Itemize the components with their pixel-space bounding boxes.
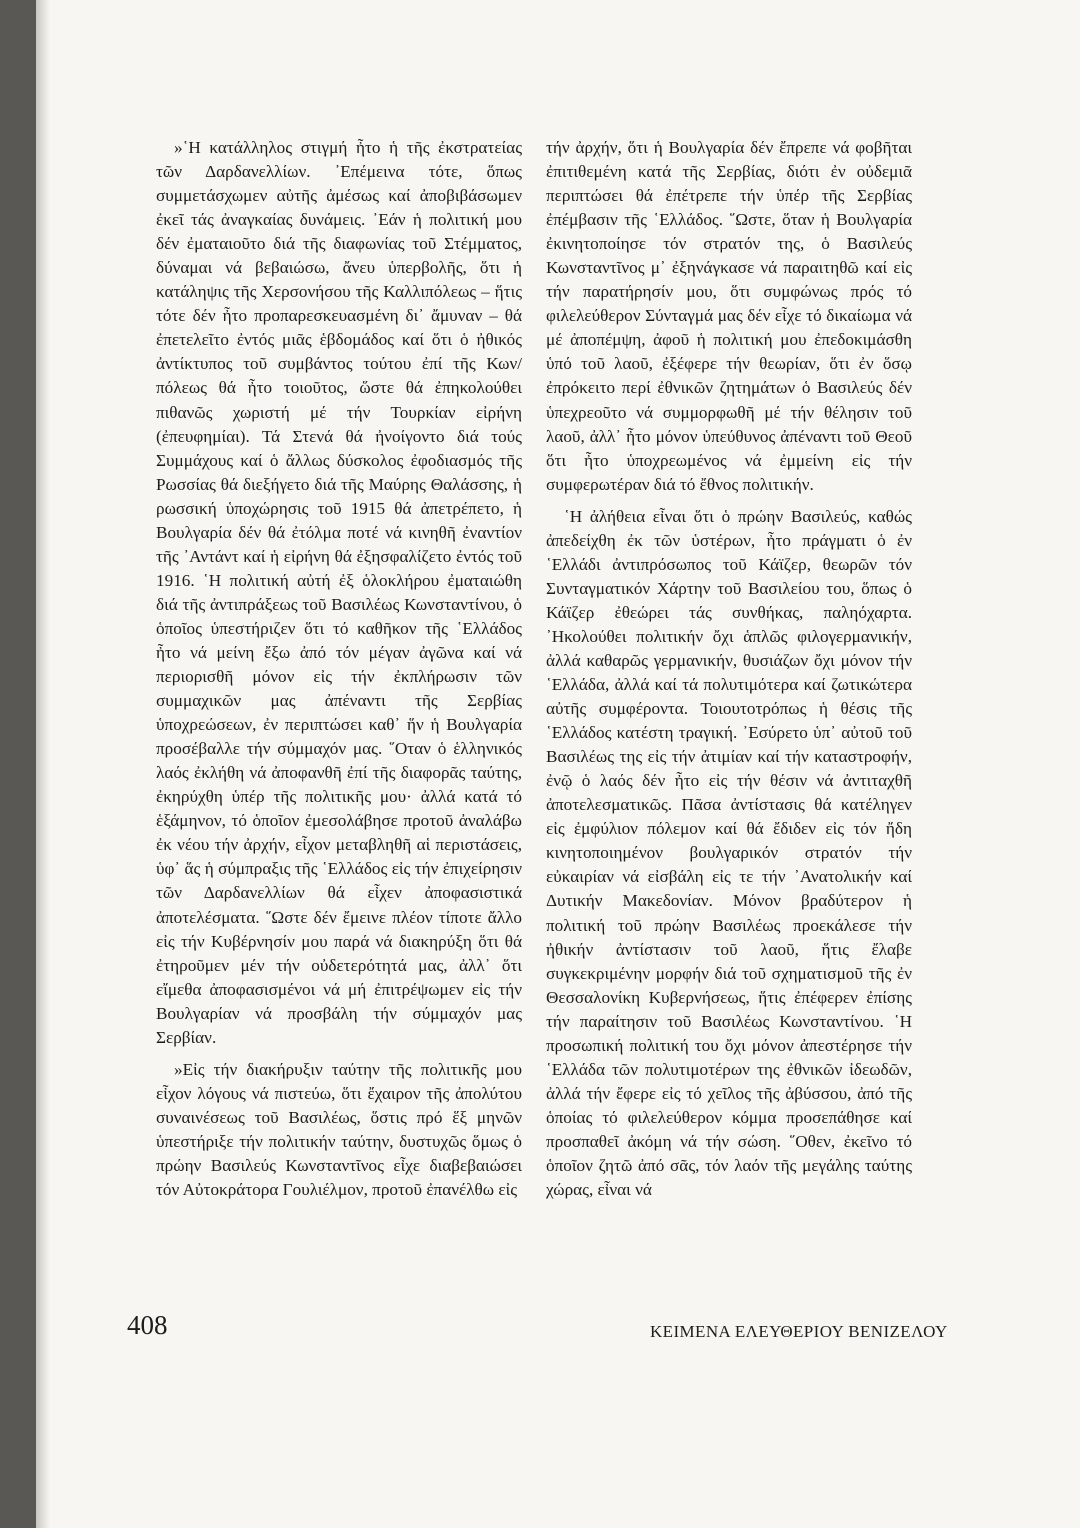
left-text-column bbox=[156, 136, 522, 1202]
right-paragraph-1: τήν ἀρχήν, ὅτι ἡ Βουλγαρία δέν ἔπρεπε νά φοβῆται ἐπιτιθεμένη κατά τῆς Σερβίας, διότι ἐν οὐδεμιᾶ περιπτώσει θά ἐπέτρεπε τήν ὑπέρ τῆς Σερβίας ἐπέμβασιν τῆς ῾Ελλάδος. ῞Ωστε, ὅταν ἡ Βουλγαρία ἐκινητοποίησε τόν στρατόν της, ὁ Βασιλεύς Κωνσταντῖνος μ᾿ ἐξηνάγκασε νά παραιτηθῶ καί εἰς τήν παρατήρησίν μου, ὅτι συμφώνως πρός τό φιλελεύθερον Σύνταγμά μας δέν εἶχε τό δικαίωμα νά μέ ἀποπέμψη, ἀφοῦ ἡ πολιτική μου ἐπεδοκιμάσθη ὑπό τοῦ λαοῦ, ἐξέφερε τήν θεωρίαν, ὅτι ἐν ὅσῳ ἐπρόκειτο περί ἐθνικῶν ζητημάτων ὁ Βασιλεύς δέν ὑπεχρεοῦτο νά συμμορφωθῆ μέ τήν θέλησιν τοῦ λαοῦ, ἀλλ᾿ ἦτο μόνον ὑπεύθυνος ἀπέναντι τοῦ Θεοῦ ὅτι ἦτο ὑποχρεωμένος νά ἐμμείνη εἰς τήν συμφερωτέραν διά τό ἔθνος πολιτικήν. bbox=[546, 138, 912, 494]
right-paragraph-2: ῾Η ἀλήθεια εἶναι ὅτι ὁ πρώην Βασιλεύς, καθώς ἀπεδείχθη ἐκ τῶν ὑστέρων, ἦτο πράγματι ὁ ἐν ῾Ελλάδι ἀντιπρόσωπος τοῦ Κάϊζερ, θεωρῶν τόν Συνταγματικόν Χάρτην τοῦ Βασιλείου του, ὅπως ὁ Κάϊζερ ἐθεώρει τάς συνθήκας, παληόχαρτα. ᾿Ηκολούθει πολιτικήν ὄχι ἁπλῶς φιλογερμανικήν, ἀλλά καθαρῶς γερμανικήν, θυσιάζων ὄχι μόνον τήν ῾Ελλάδα, ἀλλά καί τά πολυτιμότερα καί ζωτικώτερα αὐτῆς συμφέροντα. Τοιουτοτρόπως ἡ θέσις τῆς ῾Ελλάδος κατέστη τραγική. ᾿Εσύρετο ὑπ᾿ αὐτοῦ τοῦ Βασιλέως της εἰς τήν ἀτιμίαν καί τήν καταστροφήν, ἐνῷ ὁ λαός δέν ἦτο εἰς τήν θέσιν νά ἀντιταχθῆ ἀποτελεσματικῶς. Πᾶσα ἀντίστασις θά κατέληγεν εἰς ἐμφύλιον πόλεμον καί θά ἔδιδεν εἰς τόν ἤδη κινητοποιημένον βουλγαρικόν στρατόν τήν εὐκαιρίαν νά εἰσβάλη εἰς τε τήν ᾿Ανατολικήν καί Δυτικήν Μακεδονίαν. Μόνον βραδύτερον ἡ πολιτική τοῦ πρώην Βασιλέως προεκάλεσε τήν ἠθικήν ἀντίστασιν τοῦ λαοῦ, ἥτις ἔλαβε συγκεκριμένην μορφήν διά τοῦ σχηματισμοῦ τῆς ἐν Θεσσαλονίκη Κυβερνήσεως, ἥτις ἐπέφερεν ἐπίσης τήν παραίτησιν τοῦ Βασιλέως Κωνσταντίνου. ῾Η προσωπική πολιτική του ὄχι μόνον ἀπεστέρησε τήν ῾Ελλάδα τῶν πολυτιμοτέρων της ἐθνικῶν ἰδεωδῶν, ἀλλά τήν ἔφερε εἰς τό χεῖλος τῆς ἀβύσσου, ἀπό τῆς ὁποίας τό φιλελεύθερον κόμμα προσεπάθησε καί προσπαθεῖ ἀκόμη νά τήν σώση. ῞Οθεν, ἐκεῖνο τό ὁποῖον ζητῶ ἀπό σᾶς, τόν λαόν τῆς μεγάλης ταύτης χώρας, εἶναι νά bbox=[546, 506, 912, 1200]
left-paragraph-2: »Εἰς τήν διακήρυξιν ταύτην τῆς πολιτικῆς μου εἶχον λόγους νά πιστεύω, ὅτι ἔχαιρον τῆς ἀπολύτου συναινέσεως τοῦ Βασιλέως, ὅστις πρό ἕξ μηνῶν ὑπεστήριξε τήν πολιτικήν ταύτην, δυστυχῶς ὅμως ὁ πρώην Βασιλεύς Κωνσταντῖνος εἶχε διαβεβαιώσει τόν Αὐτοκράτορα Γουλιέλμον, προτοῦ ἐπανέλθω εἰς bbox=[156, 1059, 522, 1200]
left-paragraph-1: »῾Η κατάλληλος στιγμή ἦτο ἡ τῆς ἐκστρατείας τῶν Δαρδανελλίων. ᾿Επέμεινα τότε, ὅπως συμμετάσχωμεν αὐτῆς ἀμέσως καί ἀποβιβάσωμεν ἐκεῖ τάς ἀναγκαίας δυνάμεις. ᾿Εάν ἡ πολιτική μου δέν ἐματαιοῦτο διά τῆς διαφωνίας τοῦ Στέμματος, δύναμαι νά βεβαιώσω, ἄνευ ὑπερβολῆς, ὅτι ἡ κατάληψις τῆς Χερσονήσου τῆς Καλλιπόλεως – ἥτις τότε δέν ἦτο προπαρεσκευασμένη δι᾿ ἄμυναν – θά ἐπετελεῖτο ἐντός μιᾶς ἑβδομάδος καί ὅτι ὁ ἠθικός ἀντίκτυπος τοῦ συμβάντος τούτου ἐπί τῆς Κων/πόλεως θά ἦτο τοιοῦτος, ὥστε θά ἐπηκολούθει πιθανῶς χωριστή μέ τήν Τουρκίαν εἰρήνη (ἐπευφημίαι). Τά Στενά θά ἠνοίγοντο διά τούς Συμμάχους καί ὁ ἄλλως δύσκολος ἐφοδιασμός τῆς Ρωσσίας θά διεξήγετο διά τῆς Μαύρης Θαλάσσης, ἡ ρωσσική ὑποχώρησις τοῦ 1915 θά ἀπετρέπετο, ἡ Βουλγαρία δέν θά ἐτόλμα ποτέ νά κινηθῆ ἐναντίον τῆς ᾿Αντάντ καί ἡ εἰρήνη θά ἐξησφαλίζετο ἐντός τοῦ 1916. ῾Η πολιτική αὐτή ἐξ ὁλοκλήρου ἐματαιώθη διά τῆς ἀντιπράξεως τοῦ Βασιλέως Κωνσταντίνου, ὁ ὁποῖος ὑπεστήριζεν ὅτι τό καθῆκον τῆς ῾Ελλάδος ἦτο νά μείνη ἔξω ἀπό τόν μέγαν ἀγῶνα καί νά περιορισθῆ μόνον εἰς τήν ἐκπλήρωσιν τῶν συμμαχικῶν μας ἀπέναντι τῆς Σερβίας ὑποχρεώσεων, ἐν περιπτώσει καθ᾿ ἥν ἡ Βουλγαρία προσέβαλλε τήν σύμμαχόν μας. ῞Οταν ὁ ἑλληνικός λαός ἐκλήθη νά ἀποφανθῆ ἐπί τῆς διαφορᾶς ταύτης, ἐκηρύχθη ὑπέρ τῆς πολιτικῆς μου· ἀλλά κατά τό ἑξάμηνον, τό ὁποῖον ἐμεσολάβησε προτοῦ ἀναλάβω ἐκ νέου τήν ἀρχήν, εἶχον μεταβληθῆ αἱ περιστάσεις, ὑφ᾿ ἅς ἡ σύμπραξις τῆς ῾Ελλάδος εἰς τήν ἐπιχείρησιν τῶν Δαρδανελλίων θά εἶχεν ἀποφασιστικά ἀποτελέσματα. ῞Ωστε δέν ἔμεινε πλέον τίποτε ἄλλο εἰς τήν Κυβέρνησίν μου παρά νά διακηρύξη ὅτι θά ἐτηροῦμεν μέν τήν οὐδετερότητά μας, ἀλλ᾿ ὅτι εἴμεθα ἀποφασισμένοι νά μή ἐπιτρέψωμεν εἰς τήν Βουλγαρίαν νά προσβάλη τήν σύμμαχόν μας Σερβίαν. bbox=[156, 138, 522, 1047]
running-footer-title: ΚΕΙΜΕΝΑ ΕΛΕΥΘΕΡΙΟΥ ΒΕΝΙΖΕΛΟΥ bbox=[650, 1322, 948, 1341]
right-text-column bbox=[546, 136, 912, 1202]
page-number: 408 bbox=[127, 1310, 168, 1340]
page-gutter-shadow bbox=[36, 0, 50, 1528]
